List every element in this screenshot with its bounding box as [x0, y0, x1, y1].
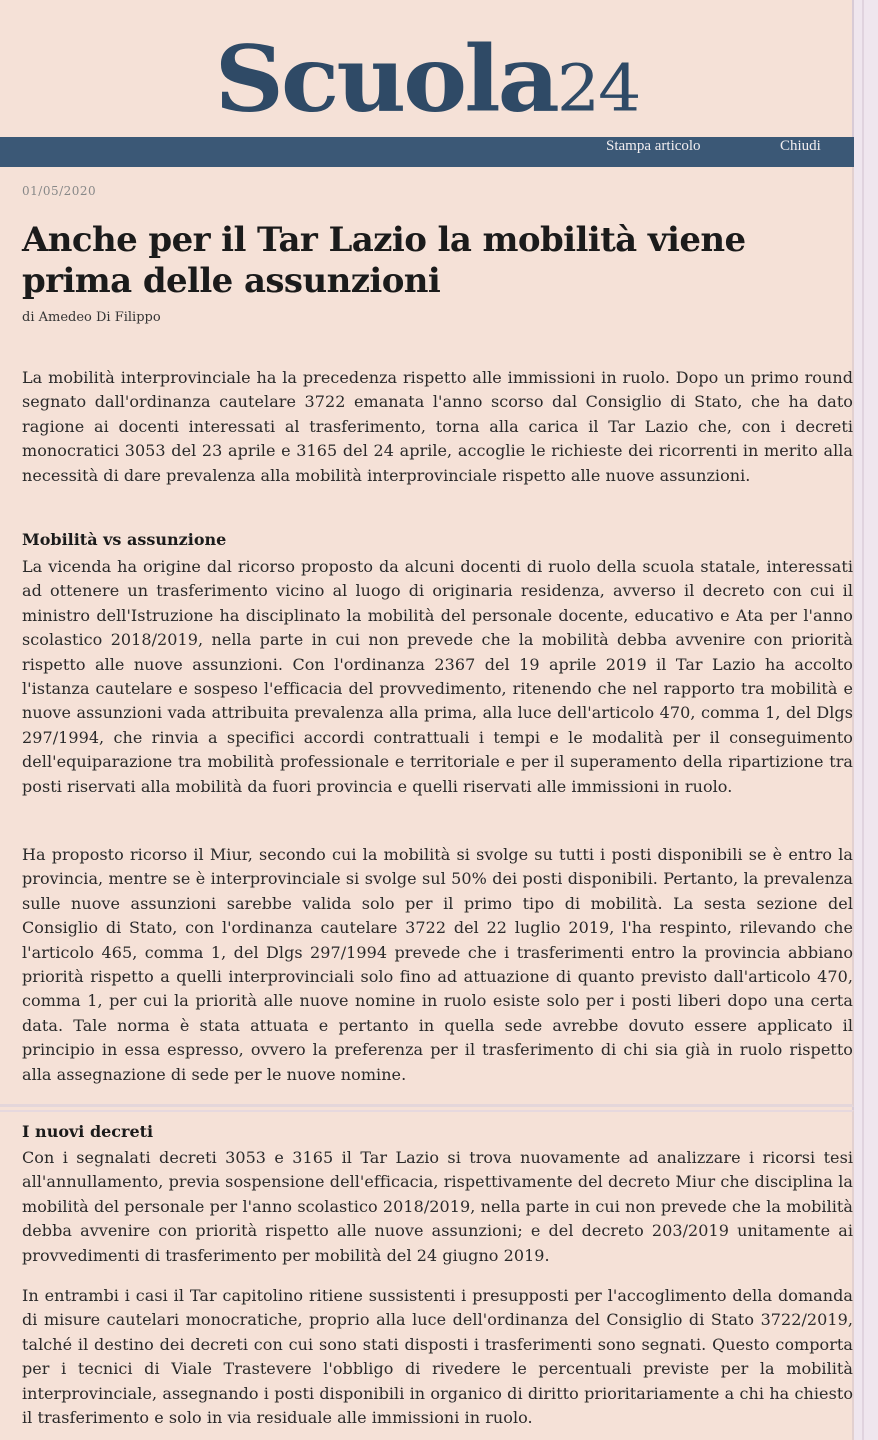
article-toolbar [0, 137, 854, 167]
article-title: Anche per il Tar Lazio la mobilità viene prima delle assunzioni [22, 220, 746, 301]
article-paragraph: La vicenda ha origine dal ricorso proposto da alcuni docenti di ruolo della scuola statale, interessati ad ottenere un trasferimento vicino al luogo di originaria residenza, avverso il decreto con cui il ministro dell'Istruzione ha disciplinato la mobilità del personale docente, educativo e Ata per l'anno scolastico 2018/2019, nella parte in cui non prevede che la mobilità debba avvenire con priorità rispetto alle nuove assunzioni. Con l'ordinanza 2367 del 19 aprile 2019 il Tar Lazio ha accolto l'istanza cautelare e sospeso l'efficacia del provvedimento, ritenendo che nel rapporto tra mobilità e nuove assunzioni vada attribuita prevalenza alla prima, alla luce dell'articolo 470, comma 1, del Dlgs 297/1994, che rinvia a specifici accordi contrattuali i tempi e le modalità per il conseguimento dell'equiparazione tra mobilità professionale e territoriale e per il superamento della ripartizione tra posti riservati alla mobilità da fuori provincia e quelli riservati alle immissioni in ruolo. [22, 557, 853, 796]
article-byline: di Amedeo Di Filippo [22, 310, 161, 325]
article-date: 01/05/2020 [22, 184, 97, 198]
section-heading: I nuovi decreti [22, 1122, 154, 1141]
logo-word: Scuola [214, 25, 557, 133]
print-article-link[interactable]: Stampa articolo [606, 138, 701, 154]
logo-number: 24 [556, 51, 640, 127]
article-paragraph: Con i segnalati decreti 3053 e 3165 il Tar Lazio si trova nuovamente ad analizzare i ricorsi tesi all'annullamento, previa sospensione dell'efficacia, rispettivamente del decreto Miur che disciplina la mobilità del personale per l'anno scolastico 2018/2019, nella parte in cui non prevede che la mobilità debba avvenire con priorità rispetto alle nuove assunzioni; e del decreto 203/2019 unitamente ai provvedimenti di trasferimento per mobilità del 24 giugno 2019. [22, 1148, 853, 1265]
section-heading: Mobilità vs assunzione [22, 530, 227, 549]
masthead [0, 20, 854, 138]
article-paragraph: In entrambi i casi il Tar capitolino ritiene sussistenti i presupposti per l'accoglimento della domanda di misure cautelari monocratiche, proprio alla luce dell'ordinanza del Consiglio di Stato 3722/2019, talché il destino dei decreti con cui sono stati disposti i trasferimenti sono segnati. Questo comporta per i tecnici di Viale Trastevere l'obbligo di rivedere le percentuali previste per la mobilità interprovinciale, assegnando i posti disponibili in organico di diritto prioritariamente a chi ha chiesto il trasferimento e solo in via residuale alle immissioni in ruolo. [22, 1286, 853, 1428]
article-paragraph: Ha proposto ricorso il Miur, secondo cui la mobilità si svolge su tutti i posti disponibili se è entro la provincia, mentre se è interprovinciale si svolge sul 50% dei posti disponibili. Pertanto, la prevalenza sulle nuove assunzioni sarebbe valida solo per il primo tipo di mobilità. La sesta sezione del Consiglio di Stato, con l'ordinanza cautelare 3722 del 22 luglio 2019, l'ha respinto, rilevando che l'articolo 465, comma 1, del Dlgs 297/1994 prevede che i trasferimenti entro la provincia abbiano priorità rispetto a quelli interprovinciali solo fino ad attuazione di quanto previsto dall'articolo 470, comma 1, per cui la priorità alle nuove nomine in ruolo esiste solo per i posti liberi dopo una certa data. Tale norma è stata attuata e pertanto in quella sede avrebbe dovuto essere applicato il principio in essa espresso, ovvero la preferenza per il trasferimento di chi sia già in ruolo rispetto alla assegnazione di sede per le nuove nomine. [22, 845, 853, 1084]
close-link[interactable]: Chiudi [780, 138, 821, 154]
article-intro: La mobilità interprovinciale ha la precedenza rispetto alle immissioni in ruolo. Dopo un primo round segnato dall'ordinanza cautelare 3722 emanata l'anno scorso dal Consiglio di Stato, che ha dato ragione ai docenti interessati al trasferimento, torna alla carica il Tar Lazio che, con i decreti monocratici 3053 del 23 aprile e 3165 del 24 aprile, accoglie le richieste dei ricorrenti in merito alla necessità di dare prevalenza alla mobilità interprovinciale rispetto alle nuove assunzioni. [22, 368, 853, 485]
site-logo[interactable] [215, 23, 640, 146]
scrollbar-track[interactable] [852, 0, 878, 1440]
